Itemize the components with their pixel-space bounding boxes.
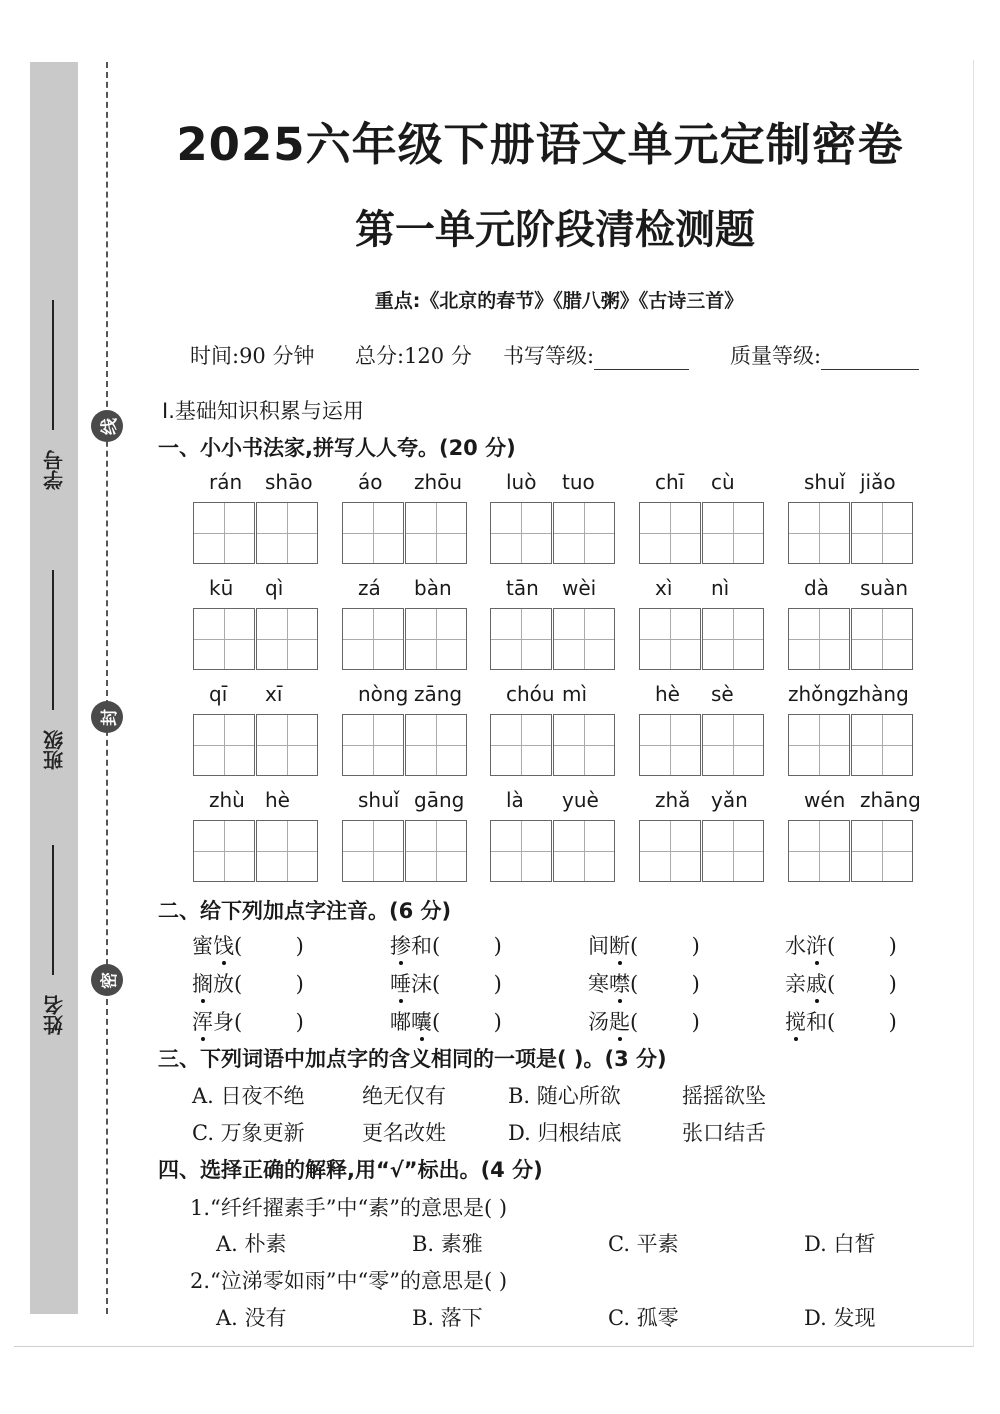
student-id-label: 学号 <box>42 450 67 490</box>
char-group <box>193 576 319 672</box>
pinyin-syllable: là <box>506 788 524 812</box>
writing-box[interactable] <box>788 608 850 670</box>
char-group <box>342 682 468 778</box>
pinyin-syllable: hè <box>655 682 680 706</box>
writing-box[interactable] <box>702 608 764 670</box>
pinyin-syllable: tān <box>506 576 539 600</box>
time-info: 时间:90 分钟 <box>190 344 315 368</box>
answer-blank[interactable]: ( ) <box>432 1010 502 1034</box>
char-group <box>342 470 468 566</box>
q3-option[interactable]: D. 归根结底 <box>508 1121 622 1145</box>
item-word: 水浒 <box>785 934 827 958</box>
writing-box[interactable] <box>490 608 552 670</box>
writing-grade-label: 书写等级: <box>503 344 595 368</box>
pinyin-pair <box>490 470 616 498</box>
pinyin-syllable: suàn <box>860 576 909 600</box>
q4-question-2: 2.“泣涕零如雨”中“零”的意思是( ) <box>190 1269 508 1293</box>
pinyin-syllable: gāng <box>414 788 465 812</box>
pinyin-pair <box>193 576 319 604</box>
pinyin-syllable: zhàng <box>848 682 909 706</box>
item-word: 搁放 <box>192 972 234 996</box>
answer-blank[interactable]: ( ) <box>432 972 502 996</box>
writing-box[interactable] <box>490 714 552 776</box>
q4-question-1: 1.“纤纤擢素手”中“素”的意思是( ) <box>190 1196 508 1220</box>
writing-box[interactable] <box>405 714 467 776</box>
pinyin-pair <box>342 682 468 710</box>
item-word: 汤匙 <box>588 1010 630 1034</box>
item-word: 搅和 <box>785 1010 827 1034</box>
pinyin-syllable: áo <box>358 470 383 494</box>
pinyin-syllable: zāng <box>414 682 463 706</box>
writing-box[interactable] <box>342 820 404 882</box>
name-label: 姓名 <box>42 995 67 1035</box>
writing-box[interactable] <box>702 502 764 564</box>
item-word: 浑身 <box>192 1010 234 1034</box>
pinyin-pair <box>639 576 765 604</box>
pinyin-pair <box>342 576 468 604</box>
writing-box[interactable] <box>851 714 913 776</box>
char-group <box>788 788 921 884</box>
pinyin-syllable: bàn <box>414 576 452 600</box>
char-group <box>639 576 765 672</box>
q4-option[interactable]: C. 平素 <box>608 1232 679 1256</box>
pinyin-syllable: hè <box>265 788 290 812</box>
pinyin-syllable: zhōu <box>414 470 463 494</box>
q4-option[interactable]: B. 素雅 <box>412 1232 483 1256</box>
pinyin-syllable: zhāng <box>860 788 921 812</box>
answer-blank[interactable]: ( ) <box>234 972 304 996</box>
answer-blank[interactable]: ( ) <box>630 1010 700 1034</box>
q3-option-pair: 摇摇欲坠 <box>682 1084 766 1108</box>
writing-box[interactable] <box>193 502 255 564</box>
pinyin-pair <box>490 788 616 816</box>
q4-option[interactable]: B. 落下 <box>412 1306 483 1330</box>
writing-box[interactable] <box>193 714 255 776</box>
char-group <box>788 470 914 566</box>
q3-option-pair: 绝无仅有 <box>362 1084 446 1108</box>
answer-blank[interactable]: ( ) <box>630 972 700 996</box>
writing-box[interactable] <box>553 820 615 882</box>
writing-box[interactable] <box>342 502 404 564</box>
mark-xian: 线 <box>91 410 123 442</box>
binding-strip <box>30 62 78 1314</box>
char-group <box>788 682 914 778</box>
cut-line <box>106 62 108 1314</box>
writing-box[interactable] <box>342 608 404 670</box>
writing-box[interactable] <box>639 714 701 776</box>
writing-box[interactable] <box>553 608 615 670</box>
student-id-blank[interactable] <box>52 300 54 430</box>
q3-option[interactable]: C. 万象更新 <box>192 1121 305 1145</box>
pinyin-syllable: cù <box>711 470 735 494</box>
phonetic-item <box>588 930 700 960</box>
q4-option[interactable]: A. 没有 <box>216 1306 287 1330</box>
quality-grade <box>730 340 919 370</box>
writing-box[interactable] <box>405 502 467 564</box>
focus-line: 重点:《北京的春节》《腊八粥》《古诗三首》 <box>374 290 744 312</box>
char-group <box>639 788 765 884</box>
pinyin-pair <box>490 576 616 604</box>
answer-blank[interactable]: ( ) <box>432 934 502 958</box>
answer-blank[interactable]: ( ) <box>234 1010 304 1034</box>
writing-box[interactable] <box>193 820 255 882</box>
pinyin-pair <box>788 682 914 710</box>
q4-option[interactable]: A. 朴素 <box>216 1232 287 1256</box>
pinyin-pair <box>193 470 319 498</box>
char-group <box>342 576 468 672</box>
pinyin-pair <box>639 788 765 816</box>
q4-option[interactable]: D. 发现 <box>804 1306 876 1330</box>
writing-box[interactable] <box>490 820 552 882</box>
writing-box[interactable] <box>256 502 318 564</box>
answer-blank[interactable]: ( ) <box>827 972 897 996</box>
char-group <box>342 788 468 884</box>
char-group <box>490 788 616 884</box>
char-group <box>193 470 319 566</box>
phonetic-item <box>192 930 304 960</box>
pinyin-syllable: chóu <box>506 682 555 706</box>
pinyin-pair <box>639 470 765 498</box>
char-group <box>788 576 914 672</box>
item-word: 亲戚 <box>785 972 827 996</box>
char-group <box>639 470 765 566</box>
writing-box[interactable] <box>851 820 913 882</box>
pinyin-syllable: xī <box>265 682 283 706</box>
char-group <box>193 682 319 778</box>
pinyin-syllable: yǎn <box>711 788 748 812</box>
pinyin-syllable: shuǐ <box>804 470 846 494</box>
pinyin-syllable: dà <box>804 576 829 600</box>
char-group <box>490 576 616 672</box>
pinyin-syllable: kū <box>209 576 234 600</box>
mark-feng: 封 <box>91 701 123 733</box>
writing-box[interactable] <box>405 608 467 670</box>
writing-box[interactable] <box>553 502 615 564</box>
pinyin-pair <box>639 682 765 710</box>
q3-title: 三、下列词语中加点字的含义相同的一项是( )。(3 分) <box>158 1047 667 1071</box>
phonetic-item <box>588 968 700 998</box>
pinyin-syllable: tuo <box>562 470 595 494</box>
writing-box[interactable] <box>639 608 701 670</box>
phonetic-item <box>390 968 502 998</box>
phonetic-item <box>588 1006 700 1036</box>
pinyin-pair <box>342 470 468 498</box>
pinyin-syllable: qì <box>265 576 284 600</box>
pinyin-syllable: zhǒng <box>788 682 849 706</box>
pinyin-syllable: mì <box>562 682 588 706</box>
quality-grade-label: 质量等级: <box>730 344 822 368</box>
score-info: 总分:120 分 <box>355 344 472 368</box>
pinyin-syllable: zá <box>358 576 381 600</box>
pinyin-syllable: zhù <box>209 788 245 812</box>
writing-box[interactable] <box>553 714 615 776</box>
writing-box[interactable] <box>639 502 701 564</box>
char-group <box>639 682 765 778</box>
item-word: 蜜饯 <box>192 934 234 958</box>
writing-box[interactable] <box>193 608 255 670</box>
q4-title: 四、选择正确的解释,用“√”标出。(4 分) <box>158 1158 543 1182</box>
page-edge-right <box>973 60 974 1347</box>
q3-option[interactable]: A. 日夜不绝 <box>192 1084 305 1108</box>
pinyin-syllable: wèi <box>562 576 597 600</box>
pinyin-syllable: xì <box>655 576 673 600</box>
class-blank[interactable] <box>52 570 54 710</box>
item-word: 嘟囔 <box>390 1010 432 1034</box>
pinyin-pair <box>193 788 319 816</box>
writing-box[interactable] <box>788 714 850 776</box>
page-edge-bottom <box>14 1346 974 1347</box>
writing-box[interactable] <box>342 714 404 776</box>
answer-blank[interactable]: ( ) <box>630 934 700 958</box>
pinyin-pair <box>490 682 616 710</box>
pinyin-pair <box>788 470 914 498</box>
pinyin-syllable: yuè <box>562 788 599 812</box>
q3-option-pair: 张口结舌 <box>682 1121 766 1145</box>
pinyin-pair <box>342 788 468 816</box>
name-blank[interactable] <box>52 845 54 975</box>
writing-box[interactable] <box>788 502 850 564</box>
q1-title: 一、小小书法家,拼写人人夸。(20 分) <box>158 436 516 460</box>
mark-mi: 密 <box>91 964 123 996</box>
item-word: 掺和 <box>390 934 432 958</box>
phonetic-item <box>192 968 304 998</box>
writing-box[interactable] <box>702 714 764 776</box>
q2-title: 二、给下列加点字注音。(6 分) <box>158 899 452 923</box>
page-subtitle: 第一单元阶段清检测题 <box>355 206 755 253</box>
class-label: 班级 <box>42 730 67 770</box>
char-group <box>490 470 616 566</box>
phonetic-item <box>390 1006 502 1036</box>
quality-grade-blank[interactable] <box>821 345 919 370</box>
writing-box[interactable] <box>639 820 701 882</box>
item-word: 唾沫 <box>390 972 432 996</box>
q3-option[interactable]: B. 随心所欲 <box>508 1084 621 1108</box>
writing-box[interactable] <box>256 714 318 776</box>
pinyin-syllable: zhǎ <box>655 788 691 812</box>
page-title: 2025六年级下册语文单元定制密卷 <box>176 118 904 171</box>
pinyin-syllable: qī <box>209 682 228 706</box>
answer-blank[interactable]: ( ) <box>827 1010 897 1034</box>
pinyin-syllable: luò <box>506 470 537 494</box>
writing-box[interactable] <box>851 608 913 670</box>
q4-option[interactable]: D. 白皙 <box>804 1232 876 1256</box>
char-group <box>490 682 616 778</box>
phonetic-item <box>390 930 502 960</box>
part-heading: Ⅰ.基础知识积累与运用 <box>162 399 364 423</box>
pinyin-syllable: jiǎo <box>860 470 896 494</box>
item-word: 寒噤 <box>588 972 630 996</box>
writing-grade-blank[interactable] <box>594 345 689 370</box>
writing-box[interactable] <box>256 608 318 670</box>
answer-blank[interactable]: ( ) <box>827 934 897 958</box>
pinyin-pair <box>193 682 319 710</box>
pinyin-syllable: wén <box>804 788 846 812</box>
q3-option-pair: 更名改姓 <box>362 1121 446 1145</box>
pinyin-syllable: shuǐ <box>358 788 400 812</box>
phonetic-item <box>785 1006 897 1036</box>
writing-box[interactable] <box>256 820 318 882</box>
pinyin-pair <box>788 788 921 816</box>
pinyin-syllable: sè <box>711 682 734 706</box>
writing-box[interactable] <box>405 820 467 882</box>
pinyin-pair <box>788 576 914 604</box>
answer-blank[interactable]: ( ) <box>234 934 304 958</box>
phonetic-item <box>785 930 897 960</box>
phonetic-item <box>785 968 897 998</box>
pinyin-syllable: nì <box>711 576 730 600</box>
writing-box[interactable] <box>788 820 850 882</box>
q4-option[interactable]: C. 孤零 <box>608 1306 679 1330</box>
phonetic-item <box>192 1006 304 1036</box>
pinyin-syllable: chī <box>655 470 685 494</box>
writing-box[interactable] <box>490 502 552 564</box>
writing-box[interactable] <box>851 502 913 564</box>
writing-box[interactable] <box>702 820 764 882</box>
item-word: 间断 <box>588 934 630 958</box>
writing-grade <box>503 340 689 370</box>
pinyin-syllable: nòng <box>358 682 409 706</box>
pinyin-syllable: rán <box>209 470 243 494</box>
char-group <box>193 788 319 884</box>
pinyin-syllable: shāo <box>265 470 313 494</box>
